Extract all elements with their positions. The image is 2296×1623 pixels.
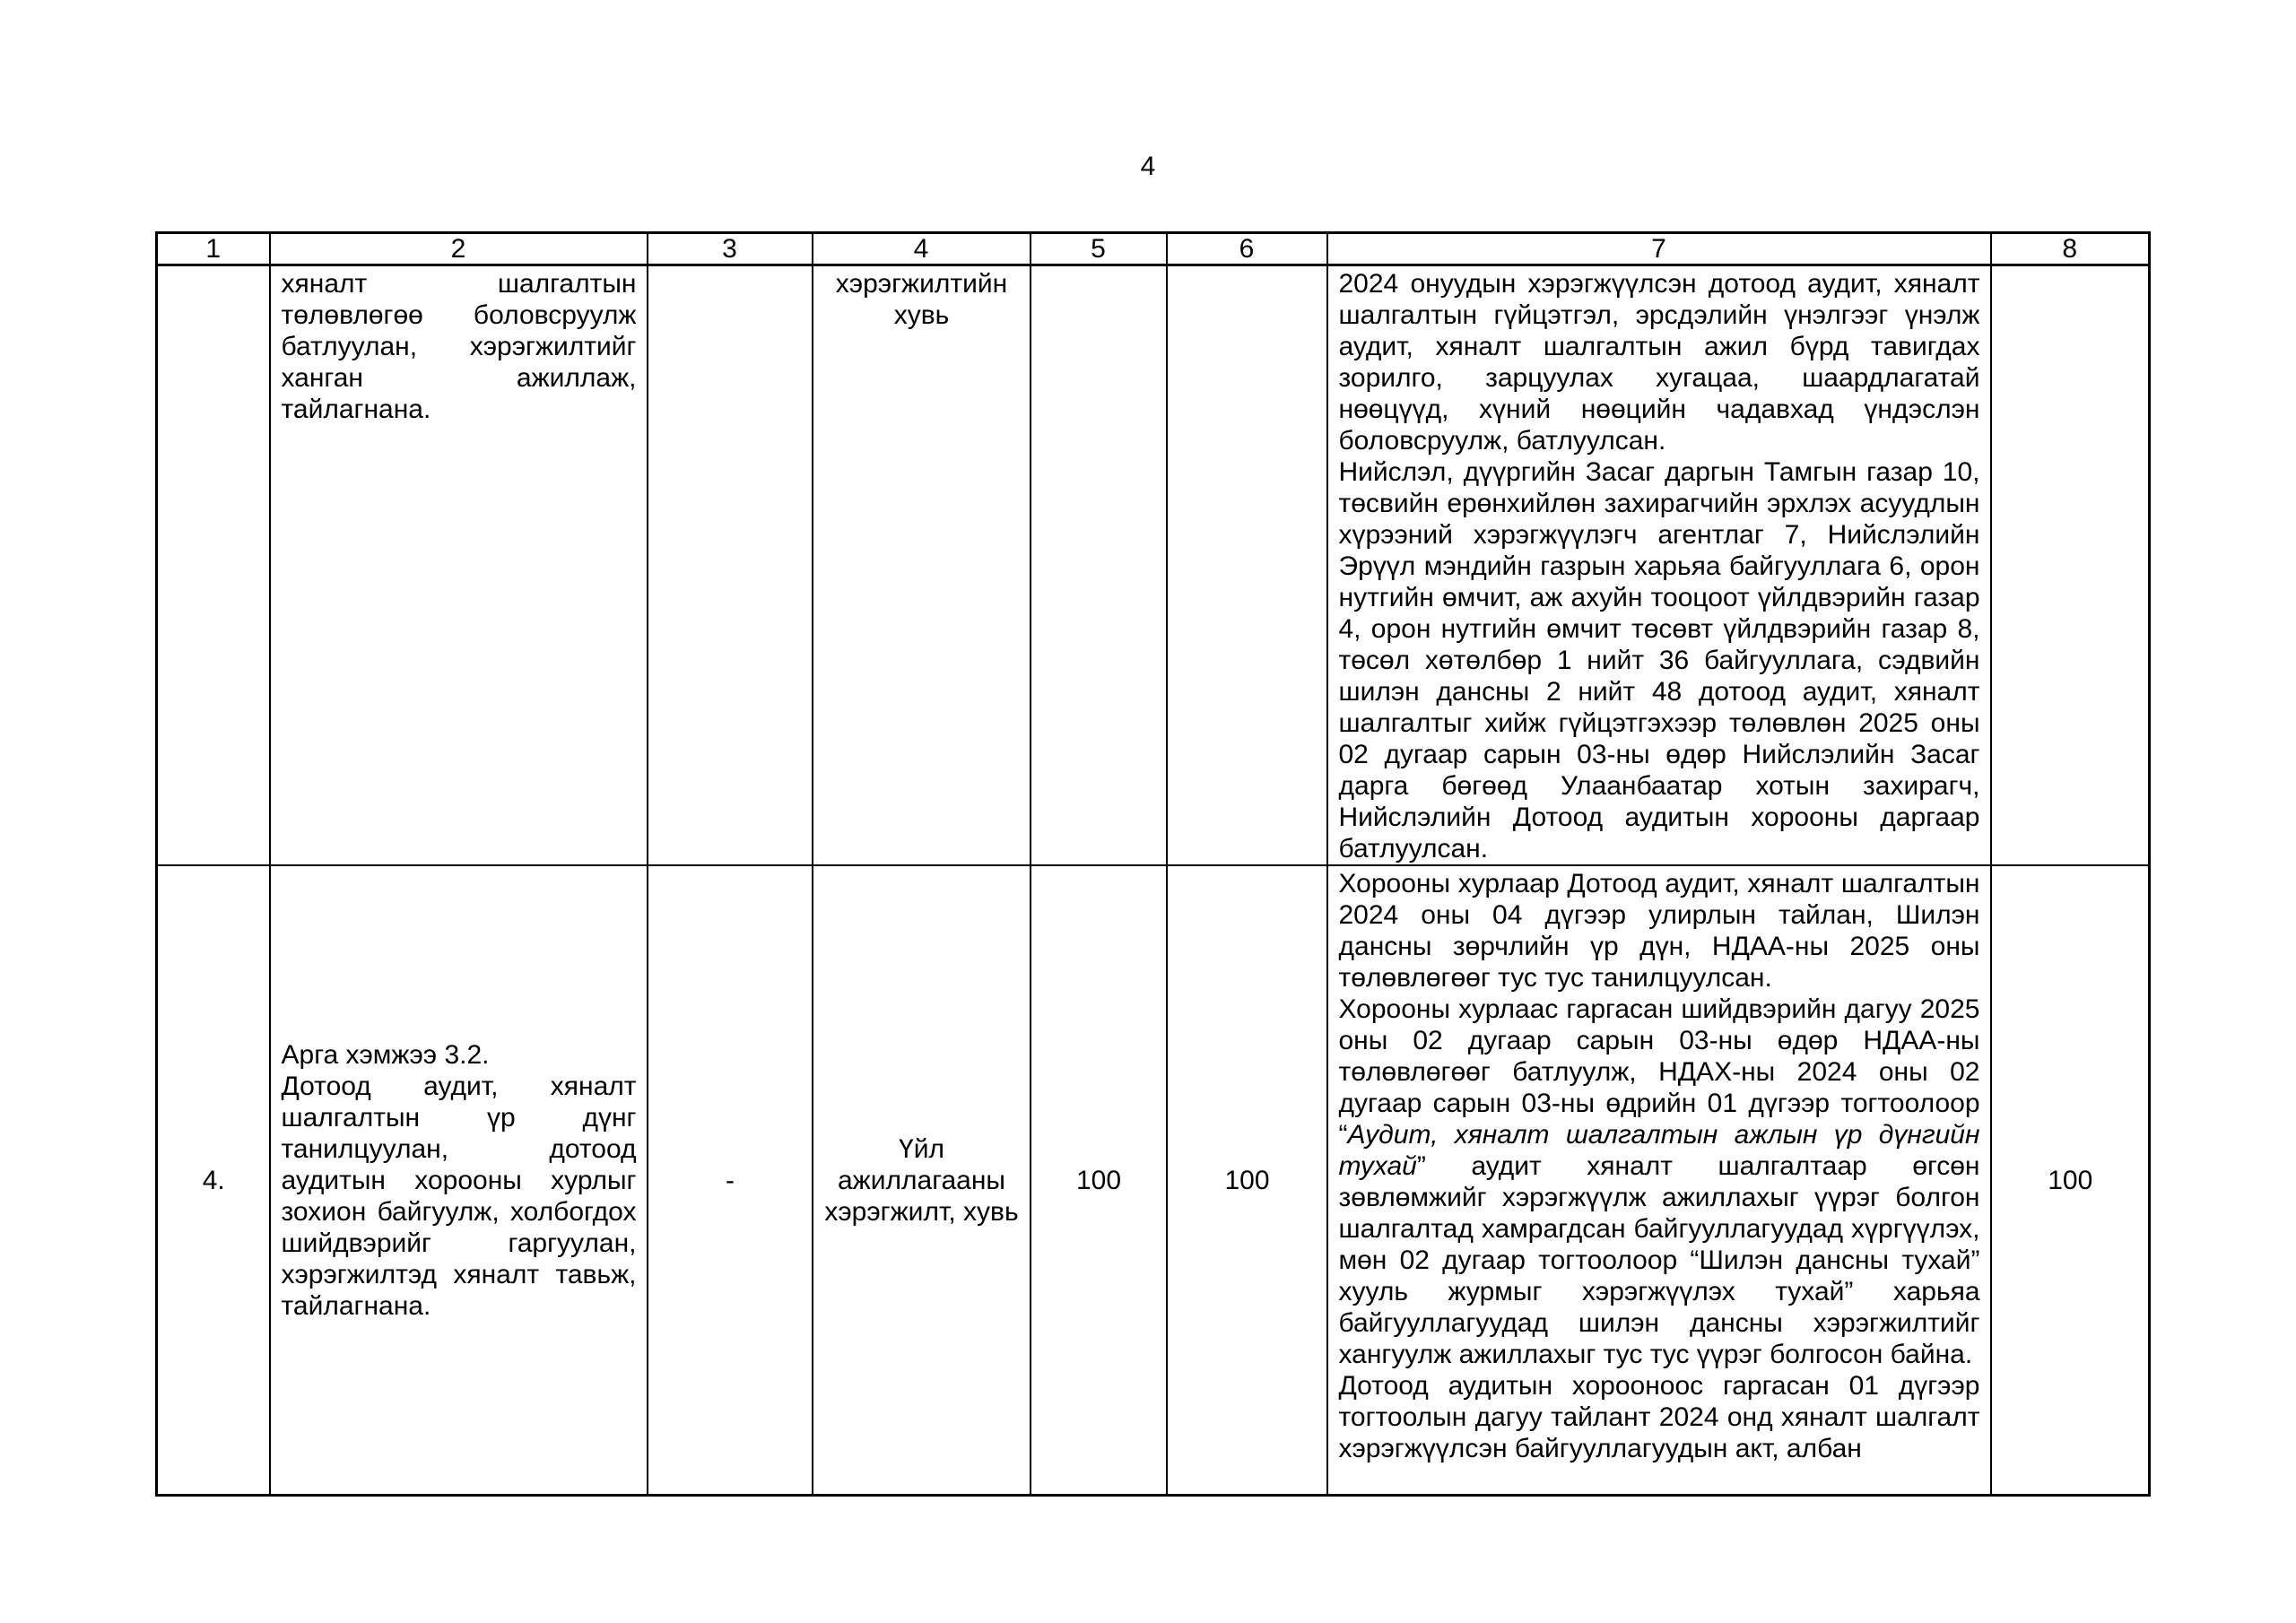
- indicator-cell: Үйл ажиллагааны хэрэгжилт, хувь: [813, 865, 1031, 1495]
- measure-paragraph: хяналт шалгалтын төлөвлөгөө боловсруулж батлуулан, хэрэгжилтийг ханган ажиллаж, тайлагнана.: [281, 269, 637, 424]
- row-number-cell: 4.: [157, 865, 270, 1495]
- result-paragraph: Хорооны хурлаар Дотоод аудит, хяналт шалгалтын 2024 оны 04 дүгээр улирлын тайлан, Шилэн дансны зөрчлийн үр дүн, НДАА-ны 2025 оны төлөвлөгөөг тус тус танилцуулсан.: [1338, 869, 1980, 993]
- result-paragraph: Нийслэл, дүүргийн Засаг даргын Тамгын газар 10, төсвийн ерөнхийлөн захирагчийн эрхлэх асуудлын хүрээний хэрэгжүүлэгч агентлаг 7, Нийслэлийн Эрүүл мэндийн газрын харьяа байгууллага 6, орон нутгийн өмчит, аж ахуйн тооцоот үйлдвэрийн газар 4, орон нутгийн өмчит төсөвт үйлдвэрийн газар 8, төсөл хөтөлбөр 1 нийт 36 байгууллага, сэдвийн шилэн дансны 2 нийт 48 дотоод аудит, хяналт шалгалтыг хийж гүйцэтгэхээр төлөвлөн 2025 оны 02 дугаар сарын 03-ны өдөр Нийслэлийн Засаг дарга бөгөөд Улаанбаатар хотын захирагч, Нийслэлийн Дотоод аудитын хорооны даргаар батлуулсан.: [1338, 457, 1980, 864]
- result-paragraph: 2024 онуудын хэрэгжүүлсэн дотоод аудит, хяналт шалгалтын гүйцэтгэл, эрсдэлийн үнэлгээг үнэлж аудит, хяналт шалгалтын ажил бүрд тавигдах зорилго, зарцуулах хугацаа, шаардлагатай нөөцүүд, хүний нөөцийн чадавхад үндэслэн боловсруулж, батлуулсан.: [1338, 269, 1980, 456]
- result-paragraph: [1339, 994, 1980, 1370]
- measure-cell: [270, 865, 648, 1495]
- criteria-cell: -: [648, 865, 813, 1495]
- criteria-cell: [648, 265, 813, 866]
- header-cell-6: 6: [1167, 233, 1327, 265]
- indicator-cell: хэрэгжилтийн хувь: [813, 265, 1031, 866]
- report-table: [155, 231, 2151, 1497]
- header-cell-4: 4: [813, 233, 1031, 265]
- score-cell: [1991, 265, 2150, 866]
- table-row: [157, 865, 2150, 1495]
- result-text-segment: Хорооны хурлаас гаргасан шийдвэрийн дагуу 2025 оны 02 дугаар сарын 03-ны өдөр НДАА-ны төлөвлөгөөг батлуулж, НДАХ-ны 2024 оны 02 дугаар сарын 03-ны өдрийн 01 дүгээр тогтоолоор “: [1338, 994, 1980, 1150]
- header-cell-8: 8: [1991, 233, 2150, 265]
- row-number-cell: [157, 265, 270, 866]
- result-text-segment-italic: Аудит, хяналт шалгалтын ажлын үр дүнгийн тухай: [1338, 1120, 1980, 1181]
- target-cell: 100: [1031, 865, 1167, 1495]
- actual-cell: 100: [1167, 865, 1327, 1495]
- measure-paragraph: Дотоод аудит, хяналт шалгалтын үр дүнг танилцуулан, дотоод аудитын хорооны хурлыг зохион байгуулж, холбогдох шийдвэрийг гаргуулан, хэрэгжилтэд хяналт тавьж, тайлагнана.: [281, 1072, 637, 1322]
- actual-cell: [1167, 265, 1327, 866]
- table-header-row: [157, 233, 2150, 265]
- page-number: 4: [1140, 152, 1156, 181]
- header-cell-7: 7: [1327, 233, 1991, 265]
- result-text-segment: ” аудит хяналт шалгалтаар өгсөн зөвлөмжийг хэрэгжүүлж ажиллахыг үүрэг болгон шалгалтад хамрагдсан байгууллагуудад хүргүүлэх, мөн 02 дугаар тогтоолоор “Шилэн дансны тухай” хууль журмыг хэрэгжүүлэх тухай” харьяа байгууллагуудад шилэн дансны хэрэгжилтийг хангуулж ажиллахыг тус тус үүрэг болгосон байна.: [1338, 1151, 1980, 1369]
- score-cell: 100: [1991, 865, 2150, 1495]
- result-paragraph: Дотоод аудитын хорооноос гаргасан 01 дүгээр тогтоолын дагуу тайлант 2024 онд хяналт шалгалт хэрэгжүүлсэн байгууллагуудын акт, албан: [1338, 1371, 1980, 1463]
- result-cell: [1327, 865, 1991, 1495]
- header-cell-1: 1: [157, 233, 270, 265]
- measure-paragraph: Арга хэмжээ 3.2.: [281, 1040, 490, 1071]
- header-cell-2: 2: [270, 233, 648, 265]
- measure-cell: [270, 265, 648, 866]
- table-row-continuation: [157, 265, 2150, 866]
- header-cell-5: 5: [1031, 233, 1167, 265]
- result-cell: [1327, 265, 1991, 866]
- target-cell: [1031, 265, 1167, 866]
- header-cell-3: 3: [648, 233, 813, 265]
